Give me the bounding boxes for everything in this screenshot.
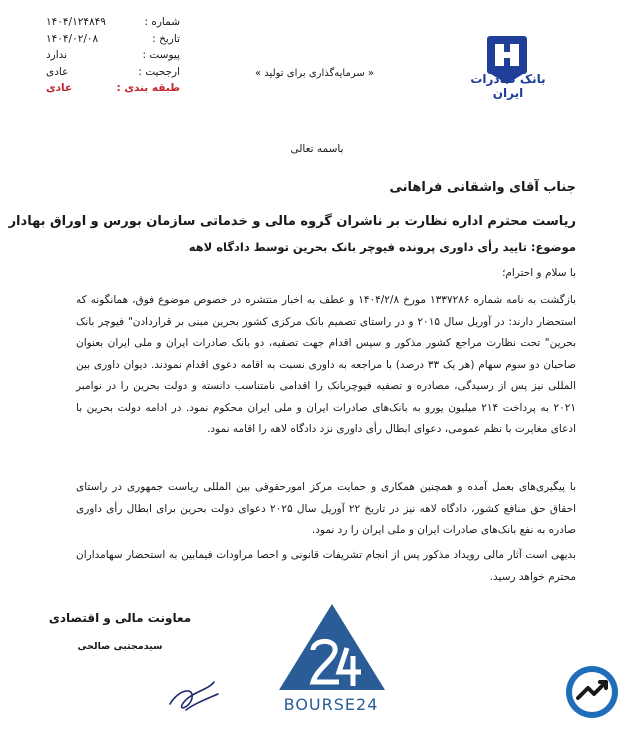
letter-subject: موضوع: تایید رأی داوری پرونده فیوچر بانک بحرین توسط دادگاه لاهه: [188, 240, 576, 254]
letter-heading: باسمه تعالی: [290, 143, 344, 155]
handwritten-signature: [164, 664, 224, 720]
addressee-title: ریاست محترم اداره نظارت بر ناشران گروه مالی و خدماتی سازمان بورس و اوراق بهادار: [8, 214, 576, 229]
slogan: « سرمایه‌گذاری برای تولید »: [255, 68, 375, 79]
watermark-text: BOURSE24: [283, 695, 379, 714]
bank-name: بانک صادرات ایران: [470, 72, 546, 100]
meta-attachment-value: ندارد: [46, 49, 68, 61]
body-paragraph: با پیگیری‌های بعمل آمده و همچنین همکاری و حمایت مرکز امورحقوقی بین المللی ریاست جمهوری در راستای احقاق حق منافع کشور، دادگاه لاهه نیز در تاریخ ۲۲ آوریل سال ۲۰۲۵ دعوای دولت بحرین برای ابطال رأی داوری صادره به نفع بانک‌های صادرات ایران و ملی ایران را رد نمود.: [76, 481, 576, 536]
body-paragraph: بازگشت به نامه شماره ۱۳۳۷۲۸۶ مورخ ۱۴۰۴/۲/۸ و عطف به اخبار منتشره در خصوص موضوع فوق، همانگونه که استحضار دارند: در آوریل سال ۲۰۱۵ و در راستای تصمیم بانک مرکزی کشور بحرین مبنی بر قراردادن" فیوچر بانک بحرین" تحت نظارت مراجع کشور مذکور و سپس اقدام جهت تصفیه، دو بانک صادرات ایران و ملی ایران بعنوان صاحبان دو سوم سهام (هر یک ۳۳ درصد) با مراجعه به داوری نسبت به اقامه دعوی اقدام نمودند. دیوان داوری بین المللی نیز پس از رسیدگی، مصادره و تصفیه فیوچربانک را اقدامی نامتناسب دانسته و دولت بحرین را در نوامبر ۲۰۲۱ به پرداخت ۲۱۴ میلیون یورو به بانک‌های صادرات ایران و ملی ایران محکوم نمود. در ادامه دولت بحرین با ادعای مغایرت با نظم عمومی، دعوای ابطال رأی داوری نزد دادگاه لاهه را اقامه نمود.: [76, 294, 576, 435]
letter-meta: [40, 14, 180, 97]
meta-priority-label: ارجحیت :: [138, 65, 180, 78]
meta-date: [40, 31, 180, 48]
meta-classification-label: طبقه بندی :: [116, 82, 180, 94]
meta-number: [40, 14, 180, 31]
body-paragraph: بدیهی است آثار مالی رویداد مذکور پس از انجام تشریفات قانونی و احصا مراودات فیمابین به استحضار سهامداران محترم خواهد رسید.: [76, 549, 576, 583]
addressee-name: جناب آقای واشقانی فراهانی: [389, 180, 576, 195]
greeting: با سلام و احترام؛: [502, 267, 576, 279]
trend-badge-icon: [564, 664, 620, 720]
signature-title: معاونت مالی و اقتصادی: [48, 611, 192, 625]
meta-classification: [40, 80, 180, 97]
meta-attachment-label: پیوست :: [142, 49, 180, 61]
signature-name: سیدمجتبی صالحی: [77, 641, 163, 652]
meta-date-label: تاریخ :: [152, 32, 180, 45]
meta-attachment: [40, 47, 180, 64]
meta-priority-value: عادی: [46, 65, 69, 78]
meta-date-value: ۱۴۰۴/۰۲/۰۸: [46, 32, 99, 45]
meta-priority: [40, 64, 180, 81]
meta-number-value: ۱۴۰۴/۱۲۴۸۴۹: [46, 16, 106, 28]
meta-classification-value: عادی: [46, 82, 73, 94]
meta-number-label: شماره :: [144, 16, 180, 28]
